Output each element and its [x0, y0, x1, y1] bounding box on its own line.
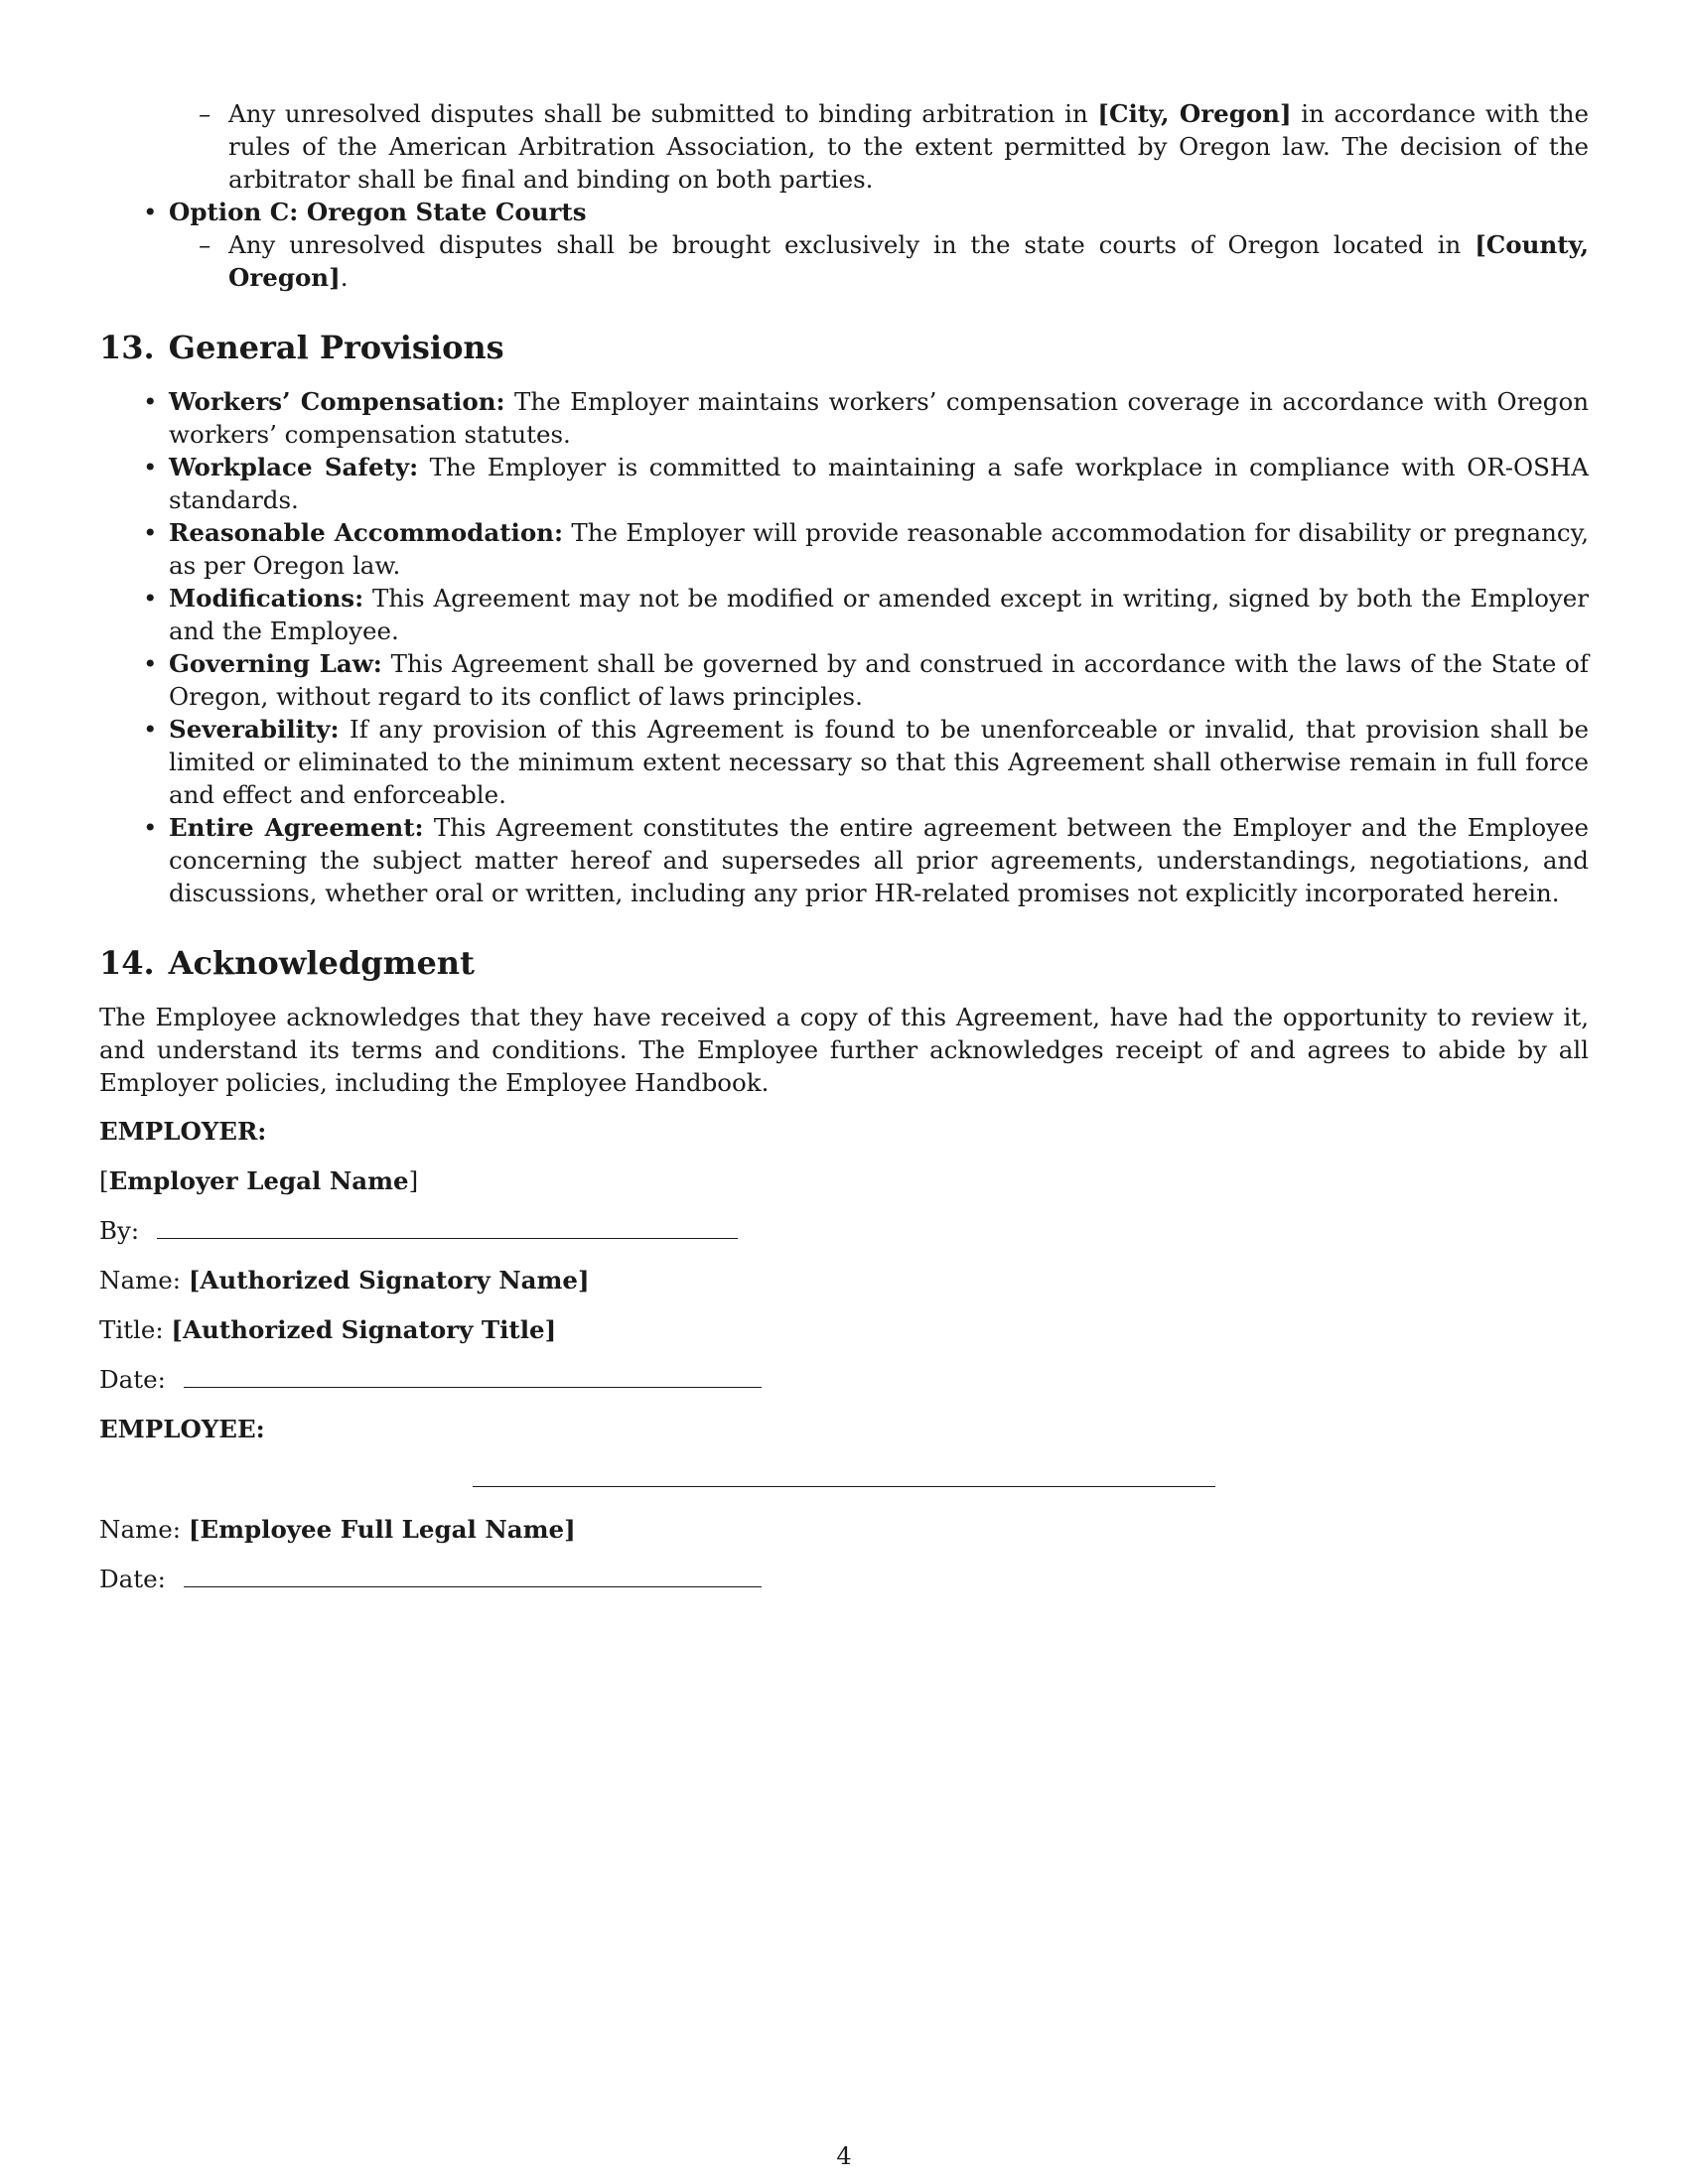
option-c-sublist: [228, 228, 1589, 294]
employee-signature-block: [99, 1413, 1589, 1596]
signatory-title-line: Title: [Authorized Signatory Title]: [99, 1315, 557, 1344]
provision-item: • Governing Law: This Agreement shall be governed by and construed in accordance with the laws of the State of Oregon, without regard to its conflict of laws principles.: [169, 647, 1589, 713]
option-b-item: – Any unresolved disputes shall be submitted to binding arbitration in [City, Oregon] in accordance with the rules of the American Arbitration Association, to the extent permitted by Oregon law. The decision of the arbitrator shall be final and binding on both parties.: [228, 97, 1589, 196]
city-placeholder: [City, Oregon]: [1097, 99, 1292, 128]
signatory-name-line: Name: [Authorized Signatory Name]: [99, 1266, 590, 1295]
section-14-heading: 14. Acknowledgment: [99, 944, 475, 982]
provision-item: • Modifications: This Agreement may not be modified or amended except in writing, signed by both the Employer and the Employee.: [169, 582, 1589, 647]
option-c-item: – Any unresolved disputes shall be brought exclusively in the state courts of Oregon located in [County, Oregon].: [228, 228, 1589, 294]
general-provisions-list: [169, 385, 1589, 909]
document-page: [99, 97, 1589, 1596]
employer-name-line: [Employer Legal Name]: [99, 1166, 419, 1195]
county-placeholder: [County, Oregon]: [228, 230, 1589, 292]
employer-date-line: Date:: [99, 1363, 1589, 1397]
option-c-list: [169, 196, 1589, 228]
employee-date-line: Date:: [99, 1563, 1589, 1596]
employer-heading: EMPLOYER:: [99, 1117, 267, 1146]
employee-name-line: Name: [Employee Full Legal Name]: [99, 1515, 576, 1544]
employer-signature-block: [99, 1115, 1589, 1397]
option-c-bullet: [169, 196, 1589, 228]
employee-heading: EMPLOYEE:: [99, 1415, 265, 1443]
option-c-title: Option C: Oregon State Courts: [169, 198, 587, 226]
provision-item: • Entire Agreement: This Agreement constitutes the entire agreement between the Employer and the Employee concerning the subject matter hereof and supersedes all prior agreements, understandings, negotiations, and discussions, whether oral or written, including any prior HR-related promises not explicitly incorporated herein.: [169, 811, 1589, 909]
provision-item: • Severability: If any provision of this Agreement is found to be unenforceable or invalid, that provision shall be limited or eliminated to the minimum extent necessary so that this Agreement shall otherwise remain in full force and effect and enforceable.: [169, 713, 1589, 811]
by-signature-field[interactable]: [157, 1216, 738, 1239]
provision-item: • Workplace Safety: The Employer is committed to maintaining a safe workplace in compliance with OR-OSHA standards.: [169, 451, 1589, 516]
provision-item: • Workers’ Compensation: The Employer maintains workers’ compensation coverage in accordance with Oregon workers’ compensation statutes.: [169, 385, 1589, 451]
page-number: 4: [836, 2142, 852, 2170]
employer-date-field[interactable]: [184, 1365, 762, 1388]
option-b-list: [228, 97, 1589, 196]
employee-date-field[interactable]: [184, 1565, 762, 1587]
employee-signature-field[interactable]: [473, 1486, 1215, 1487]
by-line: By:: [99, 1214, 1589, 1248]
signatory-title: [Authorized Signatory Title]: [171, 1315, 557, 1344]
employer-legal-name: Employer Legal Name: [108, 1166, 409, 1195]
signatory-name: [Authorized Signatory Name]: [188, 1266, 590, 1295]
provision-item: • Reasonable Accommodation: The Employer will provide reasonable accommodation for disability or pregnancy, as per Oregon law.: [169, 516, 1589, 582]
acknowledgment-paragraph: The Employee acknowledges that they have received a copy of this Agreement, have had the opportunity to review it, and understand its terms and conditions. The Employee further acknowledges receipt of and agrees to abide by all Employer policies, including the Employee Handbook.: [99, 1003, 1589, 1097]
employee-full-legal-name: [Employee Full Legal Name]: [188, 1515, 576, 1544]
section-13-heading: 13. General Provisions: [99, 329, 504, 366]
